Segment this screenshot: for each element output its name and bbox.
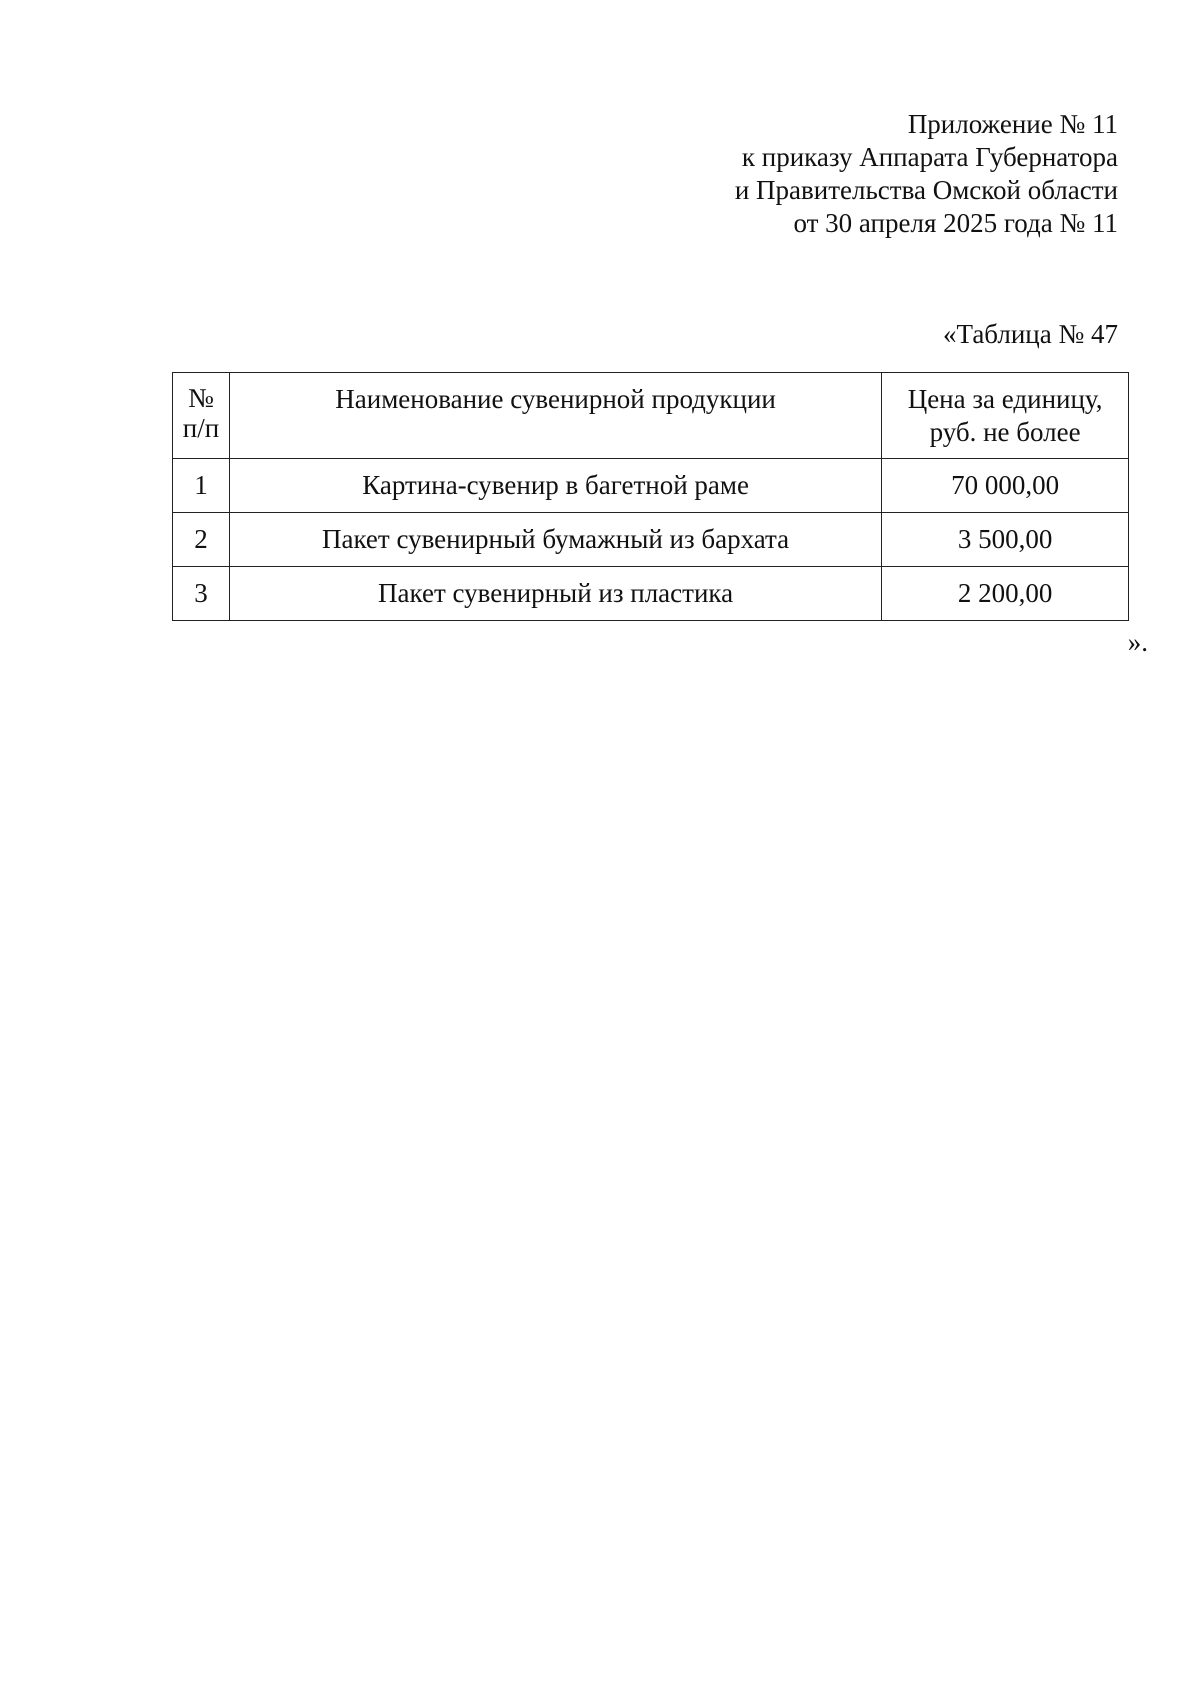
header-number-abbr: п/п — [182, 413, 220, 443]
row-price: 3 500,00 — [882, 513, 1129, 567]
souvenir-price-table — [172, 372, 1129, 621]
table-row — [173, 459, 1129, 513]
appendix-authority: и Правительства Омской области — [734, 175, 1118, 205]
header-number-symbol: № — [188, 383, 214, 413]
row-price: 2 200,00 — [882, 567, 1129, 621]
header-price-line1: Цена за единицу, — [907, 384, 1103, 414]
table-header-row — [173, 373, 1129, 459]
row-name: Картина-сувенир в багетной раме — [229, 459, 881, 513]
header-price-line2: руб. не более — [929, 417, 1081, 447]
header-name: Наименование сувенирной продукции — [229, 373, 881, 459]
appendix-number: Приложение № 11 — [907, 109, 1118, 139]
row-number: 2 — [173, 513, 230, 567]
table-row — [173, 513, 1129, 567]
row-name: Пакет сувенирный из пластика — [229, 567, 881, 621]
row-number: 1 — [173, 459, 230, 513]
row-number: 3 — [173, 567, 230, 621]
table-caption: «Таблица № 47 — [943, 319, 1118, 349]
appendix-header — [735, 108, 1118, 240]
appendix-order-ref: к приказу Аппарата Губернатора — [741, 142, 1118, 172]
closing-quote: ». — [1127, 627, 1148, 657]
table-row — [173, 567, 1129, 621]
row-name: Пакет сувенирный бумажный из бархата — [229, 513, 881, 567]
row-price: 70 000,00 — [882, 459, 1129, 513]
appendix-date: от 30 апреля 2025 года № 11 — [793, 208, 1118, 238]
header-number — [173, 373, 230, 459]
header-price — [882, 373, 1129, 459]
